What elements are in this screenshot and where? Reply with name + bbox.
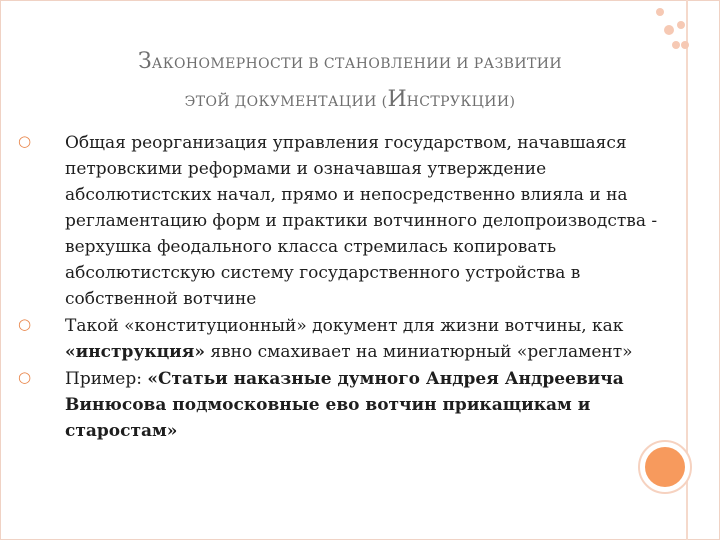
list-item	[18, 366, 678, 444]
bullet-list	[18, 130, 678, 444]
orange-circle-icon	[645, 447, 685, 487]
title-line-2: ЭТОЙ ДОКУМЕНТАЦИИ (ИНСТРУКЦИИ)	[184, 87, 516, 112]
bullet-text: Пример: «Статьи наказные думного Андрея Андреевича Винюсова подмосковные ево вотчин прикащикам и старостам»	[65, 369, 624, 441]
bullet-text: Такой «конституционный» документ для жизни вотчины, как «инструкция» явно смахивает на миниатюрный «регламент»	[65, 316, 633, 362]
orange-circle-bullet-icon: ○	[18, 132, 32, 150]
decorative-dot-icon	[681, 41, 689, 49]
orange-circle-bullet-icon: ○	[18, 368, 32, 386]
list-item	[18, 313, 678, 365]
decorative-dot-icon	[664, 25, 674, 35]
decorative-dot-icon	[677, 21, 685, 29]
decorative-dot-icon	[656, 8, 664, 16]
bullet-text: Общая реорганизация управления государством, начавшаяся петровскими реформами и означавшая утверждение абсолютистских начал, прямо и непосредственно влияла и на регламентацию форм и практики вотчинного делопроизводства - верхушка феодального класса стремилась копировать абсолютистскую систему государственного устройства в собственной вотчине	[65, 133, 658, 309]
list-item	[18, 130, 678, 312]
slide-title	[40, 44, 660, 120]
orange-circle-bullet-icon: ○	[18, 315, 32, 333]
decorative-dot-icon	[672, 41, 680, 49]
title-line-1: ЗАКОНОМЕРНОСТИ В СТАНОВЛЕНИИ И РАЗВИТИИ	[138, 49, 562, 74]
